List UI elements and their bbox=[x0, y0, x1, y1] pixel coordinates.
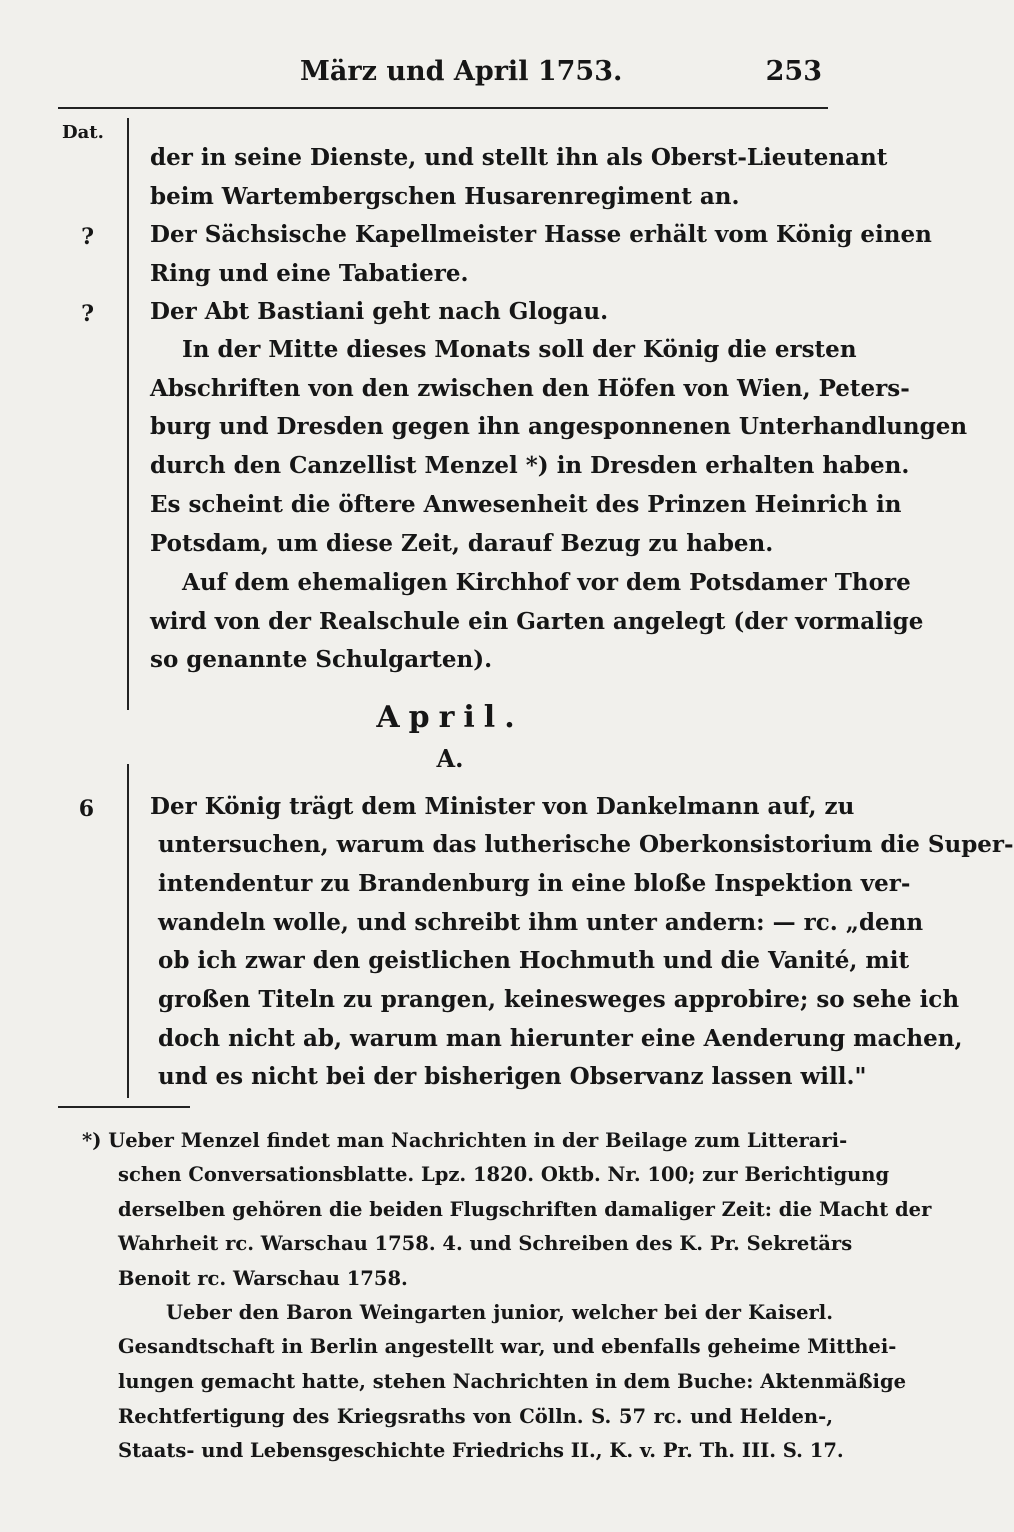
footnote-line: *) Ueber Menzel findet man Nachrichten in der Beilage zum Litterari- bbox=[82, 1129, 848, 1152]
text-line: Der König trägt dem Minister von Dankelmann auf, zu bbox=[150, 793, 855, 820]
entry-date: 6 bbox=[78, 796, 94, 822]
date-column-label: Dat. bbox=[62, 122, 104, 143]
page-number: 253 bbox=[765, 56, 822, 87]
text-line: Auf dem ehemaligen Kirchhof vor dem Potsdamer Thore bbox=[182, 569, 911, 596]
text-line: und es nicht bei der bisherigen Observanz lassen will." bbox=[158, 1063, 867, 1090]
footnote-line: schen Conversationsblatte. Lpz. 1820. Oktb. Nr. 100; zur Berichtigung bbox=[118, 1163, 890, 1186]
footnote-line: Ueber den Baron Weingarten junior, welcher bei der Kaiserl. bbox=[166, 1301, 833, 1324]
footnote-line: Staats- und Lebensgeschichte Friedrichs II., K. v. Pr. Th. III. S. 17. bbox=[118, 1439, 844, 1462]
text-line: In der Mitte dieses Monats soll der König die ersten bbox=[182, 336, 857, 363]
footnote-line: Rechtfertigung des Kriegsraths von Cölln. S. 57 rc. und Helden-, bbox=[118, 1405, 833, 1428]
entry-date: ? bbox=[81, 301, 94, 327]
text-line: Es scheint die öftere Anwesenheit des Prinzen Heinrich in bbox=[150, 491, 902, 518]
text-line: beim Wartembergschen Husarenregiment an. bbox=[150, 183, 740, 210]
header-rule bbox=[58, 107, 828, 109]
text-line: der in seine Dienste, und stellt ihn als Oberst-Lieutenant bbox=[150, 144, 888, 171]
text-line: wandeln wolle, und schreibt ihm unter andern: — rc. „denn bbox=[158, 909, 924, 936]
text-line: großen Titeln zu prangen, keinesweges approbire; so sehe ich bbox=[158, 986, 960, 1013]
text-line: Potsdam, um diese Zeit, darauf Bezug zu haben. bbox=[150, 530, 774, 557]
text-line: wird von der Realschule ein Garten angelegt (der vormalige bbox=[150, 608, 924, 635]
text-line: Der Abt Bastiani geht nach Glogau. bbox=[150, 298, 609, 325]
date-column-rule bbox=[127, 764, 129, 1098]
text-line: so genannte Schulgarten). bbox=[150, 646, 493, 673]
date-column-rule bbox=[127, 118, 129, 710]
footnote-line: Wahrheit rc. Warschau 1758. 4. und Schreiben des K. Pr. Sekretärs bbox=[118, 1232, 853, 1255]
footnote-line: lungen gemacht hatte, stehen Nachrichten in dem Buche: Aktenmäßige bbox=[118, 1370, 907, 1393]
text-line: ob ich zwar den geistlichen Hochmuth und die Vanité, mit bbox=[158, 947, 910, 974]
month-heading: April. bbox=[376, 700, 524, 735]
text-line: untersuchen, warum das lutherische Oberkonsistorium die Super- bbox=[158, 831, 1014, 858]
text-line: burg und Dresden gegen ihn angesponnenen Unterhandlungen bbox=[150, 413, 968, 440]
footnote-line: Gesandtschaft in Berlin angestellt war, und ebenfalls geheime Mitthei- bbox=[118, 1335, 897, 1358]
text-line: intendentur zu Brandenburg in eine bloße Inspektion ver- bbox=[158, 870, 911, 897]
footnote-rule bbox=[58, 1106, 190, 1108]
footnote-line: Benoit rc. Warschau 1758. bbox=[118, 1267, 408, 1290]
section-heading: A. bbox=[436, 744, 464, 773]
text-line: Abschriften von den zwischen den Höfen von Wien, Peters- bbox=[150, 375, 910, 402]
text-line: Der Sächsische Kapellmeister Hasse erhält vom König einen bbox=[150, 221, 932, 248]
running-head-title: März und April 1753. bbox=[300, 56, 623, 87]
text-line: doch nicht ab, warum man hierunter eine Aenderung machen, bbox=[158, 1025, 963, 1052]
footnote-line: derselben gehören die beiden Flugschriften damaliger Zeit: die Macht der bbox=[118, 1198, 932, 1221]
text-line: Ring und eine Tabatiere. bbox=[150, 260, 469, 287]
entry-date: ? bbox=[81, 224, 94, 250]
text-line: durch den Canzellist Menzel *) in Dresden erhalten haben. bbox=[150, 452, 910, 479]
